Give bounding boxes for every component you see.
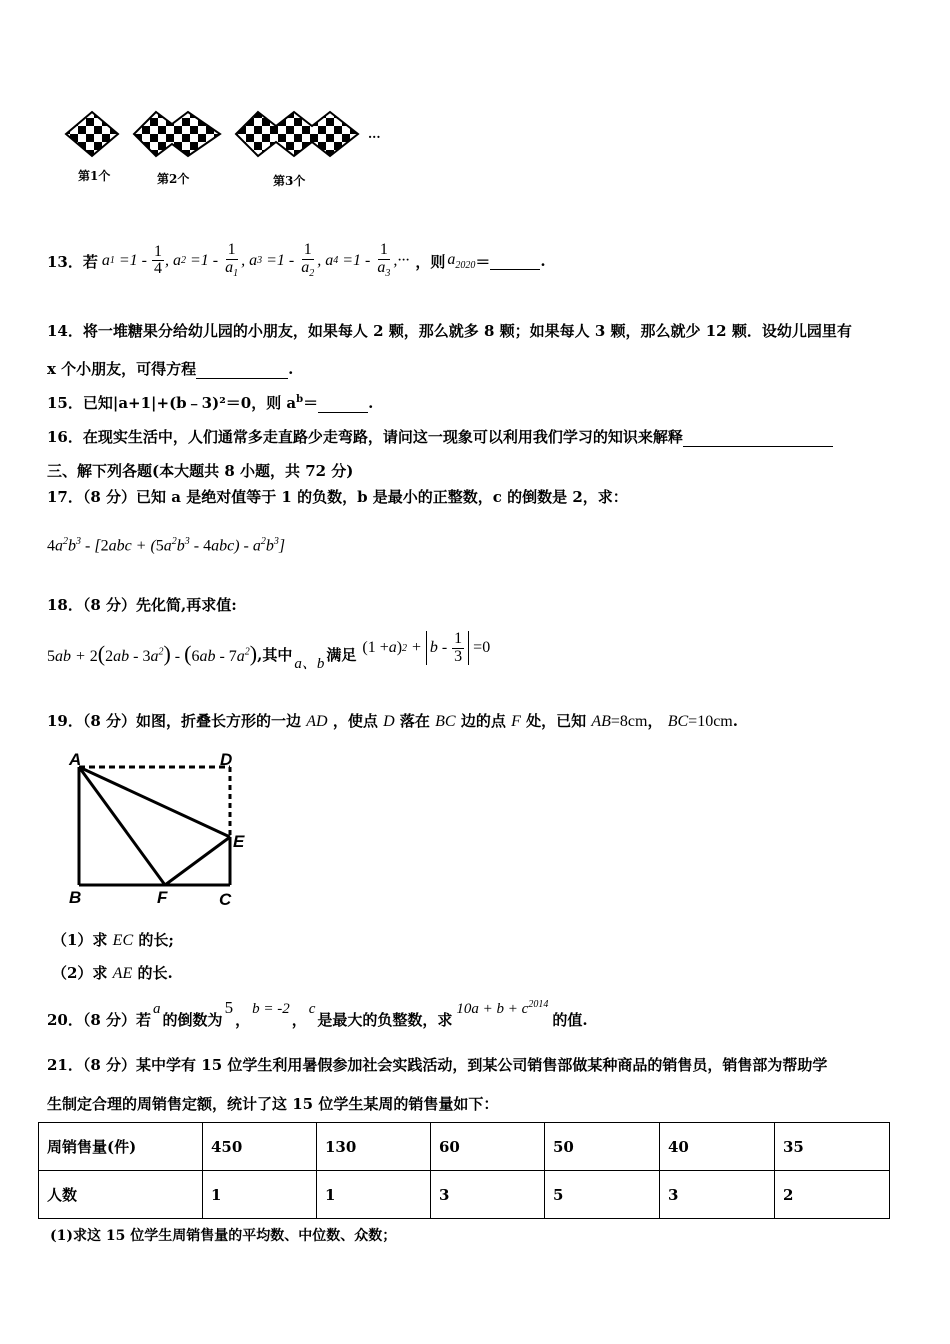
table-cell: 5 [545,1171,660,1219]
label-b: B [69,888,82,907]
table-cell: 1 [317,1171,431,1219]
question-14-line-2: x 个小朋友，可得方程 . [47,360,294,378]
table-cell: 1 [203,1171,317,1219]
segment-af [79,767,165,885]
section-3-title: 三、解下列各题(本大题共 8 小题，共 72 分) [47,462,354,480]
table-cell: 35 [775,1123,890,1171]
pattern-figure-1 [66,112,118,156]
answer-blank-15[interactable] [318,396,368,413]
pattern-label-2: 第2个 [157,172,190,186]
answer-blank-16[interactable] [683,430,833,447]
folded-rectangle-figure [65,745,260,910]
question-17: 17．（8 分）已知 a 是绝对值等于 1 的负数，b 是最小的正整数，c 的倒数是 2，求： [47,488,628,506]
question-17-expression: $4a^2b^3 - [2abc + (5a^2b^3 - 4abc) - a^2b^3]$ [47,536,286,555]
question-13: 13．若 a 1 =1 - $\frac{1}{4}$ , a 2 =1 - $\frac{1}{a_1}$ , a 3 =1 - $\frac{1}{a_2}$ , a 4 =1 - $\frac{1}{a_3}$ ,··· ，则 $a_{2020}$ ＝ . [47,241,546,280]
table-row [39,1123,890,1171]
pattern-ellipsis: ··· [368,130,381,144]
question-15: 15．已知|a+1|+(b﹣3)²＝0，则 $a^b=$ . [47,394,374,412]
pattern-figure-2 [134,112,220,156]
label-f: F [157,888,168,907]
segment-ae [79,767,230,837]
label-a: A [69,750,82,769]
table-cell: 3 [431,1171,545,1219]
table-header-cell: 人数 [39,1171,203,1219]
question-19: 19．（8 分）如图，折叠长方形的一边 AD ，使点 D 落在 BC 边的点 F 处，已知 AB=8cm， BC=10cm. [47,712,738,730]
question-20: 20．（8 分）若 a 的倒数为 5 ， b = -2 ， c 是最大的负整数，求 $10a + b + c^{2014}$ 的值. [47,998,588,1029]
question-18-expression: $5ab + 2(2ab - 3a^2) - (6ab - 7a^2)$ ,其中 a、b 满足 (1 + a ) 2 + b - $\frac{1}{3}$ =0 [47,629,491,672]
question-16: 16．在现实生活中，人们通常多走直路少走弯路，请问这一现象可以利用我们学习的知识来解释 [47,426,833,447]
question-21-line-2: 生制定合理的周销售定额，统计了这 15 位学生某周的销售量如下： [47,1095,499,1113]
question-14-line-1: 14．将一堆糖果分给幼儿园的小朋友，如果每人 2 颗，那么就多 8 颗；如果每人 3 颗，那么就少 12 颗．设幼儿园里有 [47,322,852,340]
label-d: D [220,750,233,769]
pattern-figure-3 [236,112,358,156]
label-c: C [219,890,232,909]
table-cell: 450 [203,1123,317,1171]
sales-table [38,1122,890,1219]
segment-fe [165,837,230,885]
table-cell: 60 [431,1123,545,1171]
question-19-part-1: （1）求 EC 的长; [52,931,174,949]
pattern-label-1: 第1个 [78,169,111,183]
answer-blank-13[interactable] [490,253,540,270]
table-cell: 2 [775,1171,890,1219]
question-21-line-1: 21．（8 分）某中学有 15 位学生利用暑假参加社会实践活动，到某公司销售部做某种商品的销售员，销售部为帮助学 [47,1056,828,1074]
label-e: E [233,832,245,851]
table-cell: 130 [317,1123,431,1171]
table-header-cell: 周销售量(件) [39,1123,203,1171]
question-18: 18．（8 分）先化简,再求值: [47,596,237,614]
answer-blank-14[interactable] [196,362,288,379]
question-19-part-2: （2）求 AE 的长. [52,964,173,982]
diamond-pattern-figure [62,110,402,190]
table-cell: 40 [660,1123,775,1171]
table-cell: 3 [660,1171,775,1219]
table-cell: 50 [545,1123,660,1171]
question-21-part-1: (1)求这 15 位学生周销售量的平均数、中位数、众数； [50,1228,397,1244]
sequence-formula: a 1 =1 - $\frac{1}{4}$ , a 2 =1 - $\frac{1}{a_1}$ , a 3 =1 - $\frac{1}{a_2}$ , a 4 =1 - $\frac{1}{a_3}$ ,··· [101,241,410,280]
table-row [39,1171,890,1219]
pattern-label-3: 第3个 [273,174,306,188]
